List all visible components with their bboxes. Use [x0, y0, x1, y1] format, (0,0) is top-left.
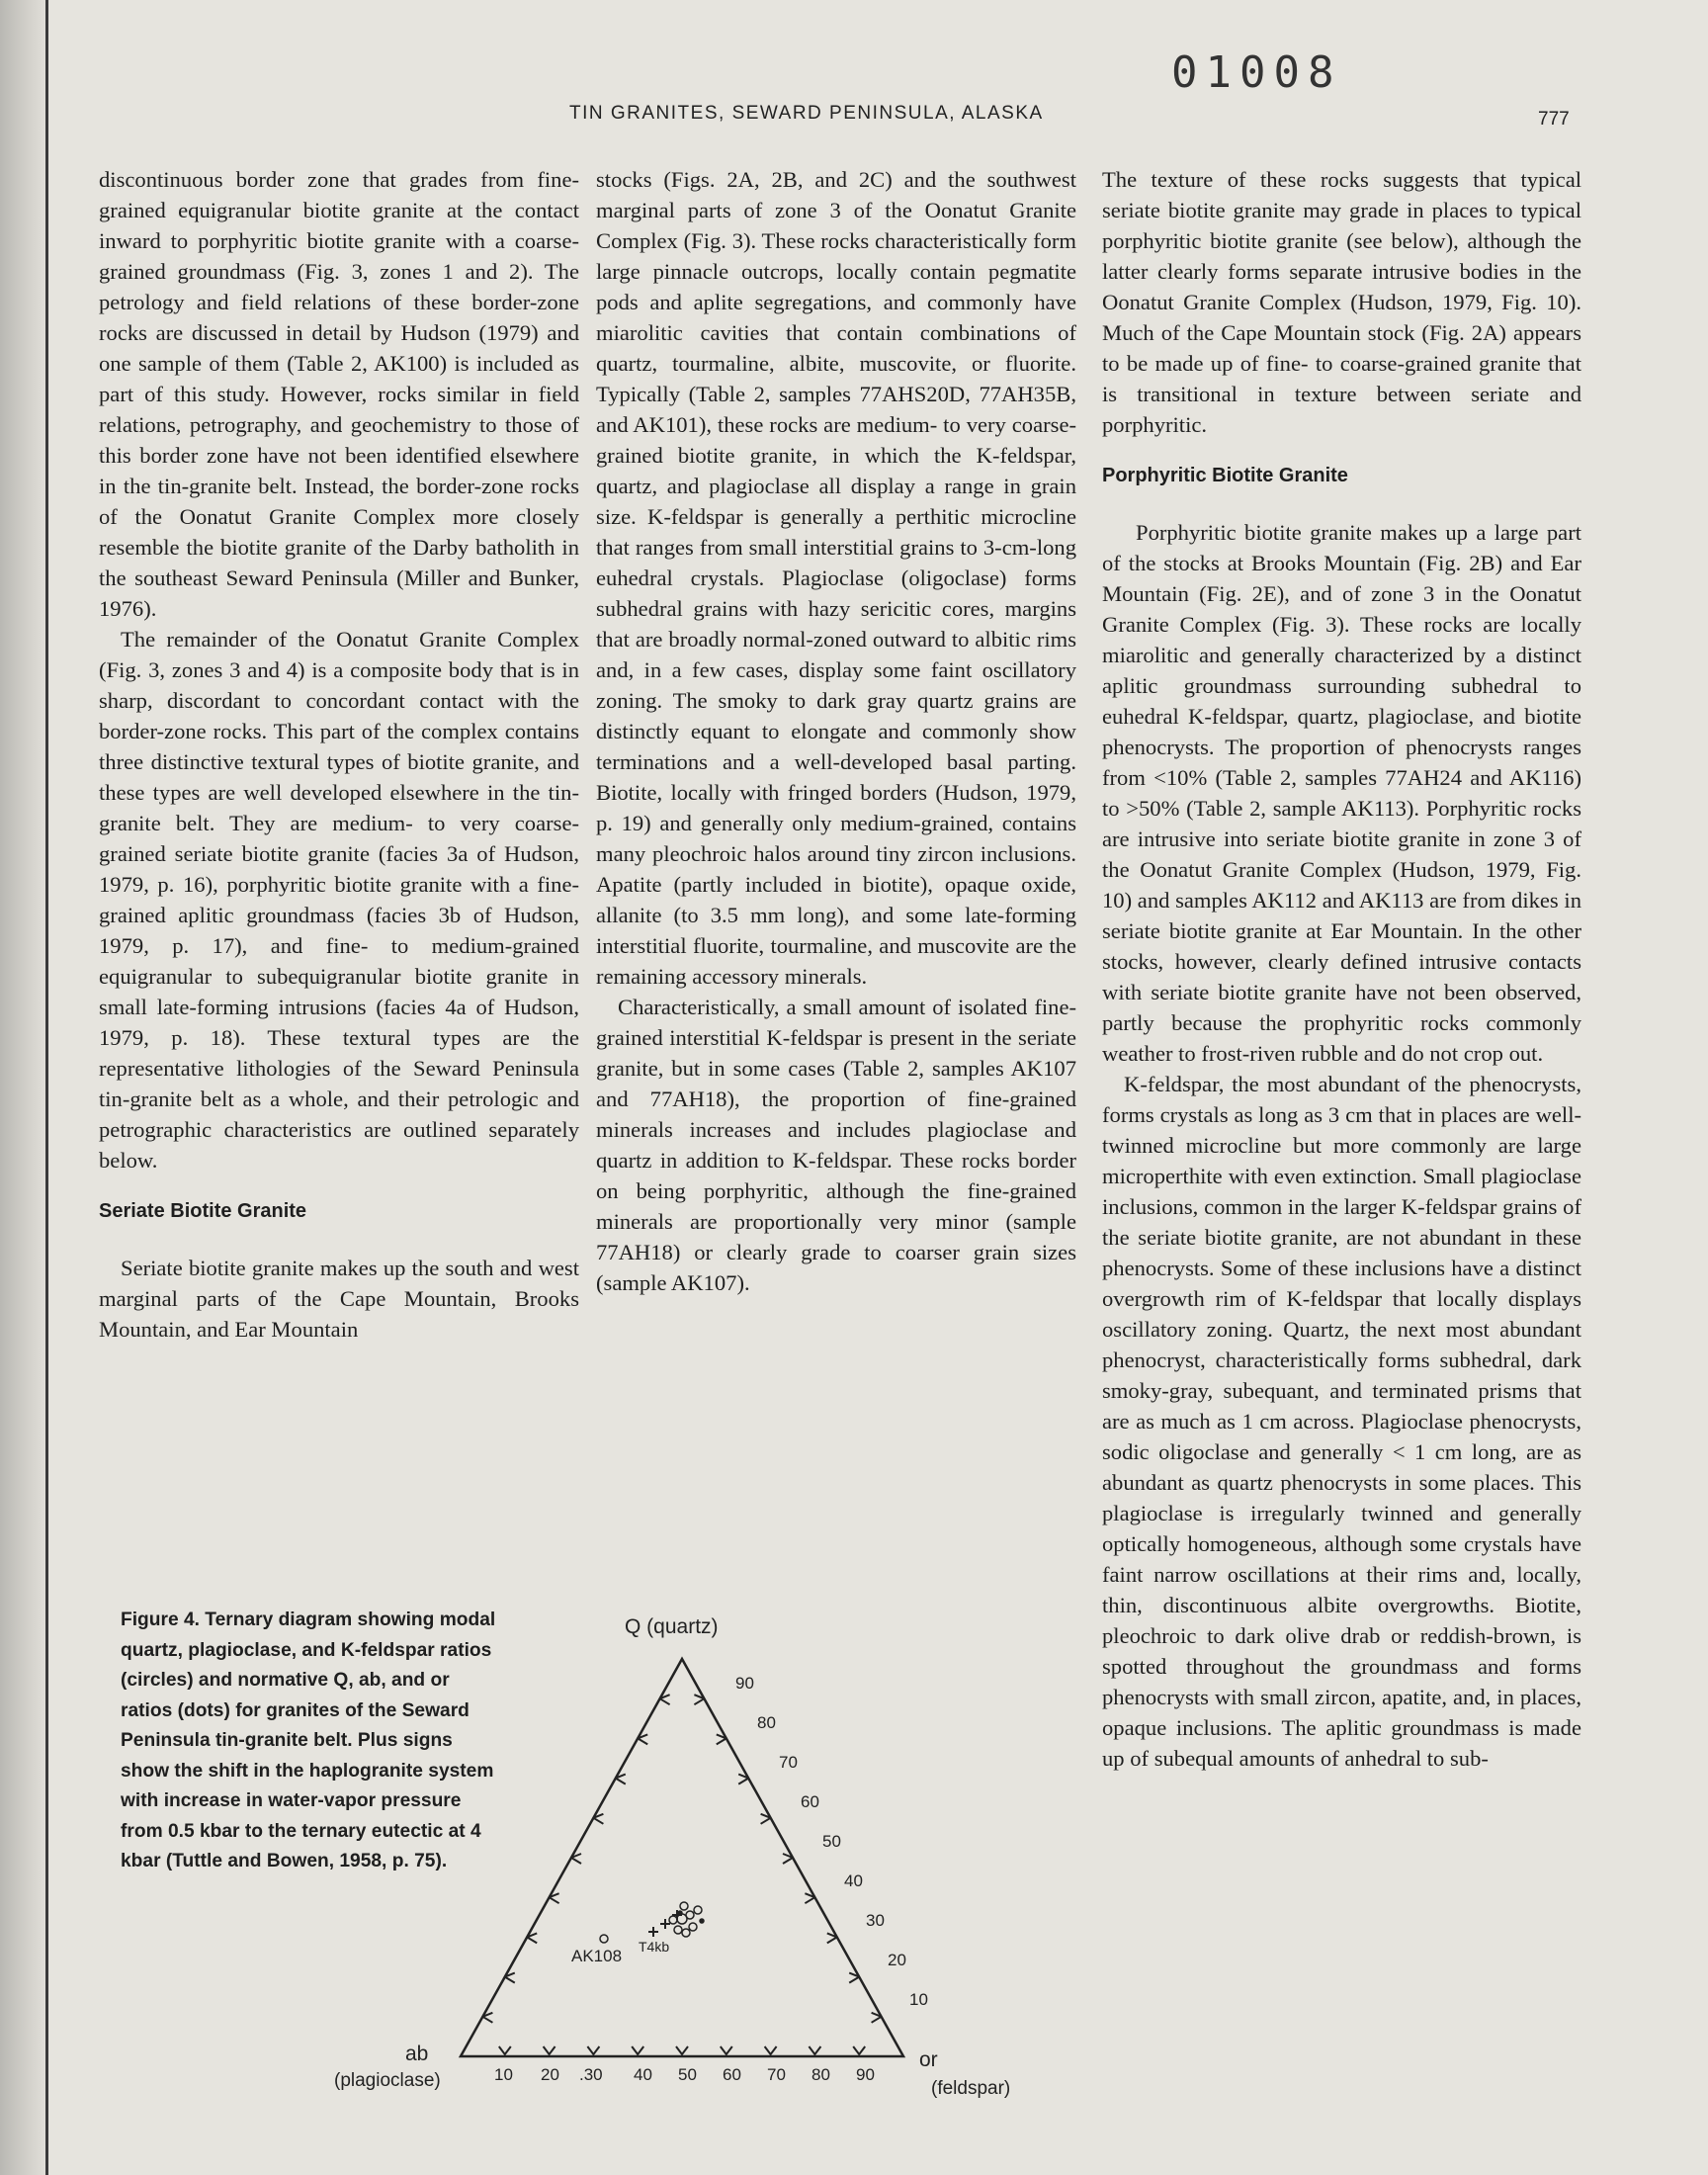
section-heading: Seriate Biotite Granite: [99, 1200, 307, 1222]
tick-label: 40: [844, 1871, 863, 1890]
tick-label: 70: [779, 1753, 798, 1772]
tick-mark: [499, 2046, 511, 2054]
binding-shadow: [0, 0, 47, 2175]
modal-circle: [689, 1923, 697, 1931]
vertex-sublabel-feldspar: (feldspar): [931, 2078, 1011, 2099]
paragraph: discontinuous border zone that grades from fine-grained equigranular biotite granite at the contact inward to porphyritic biotite granite with a coarse-grained groundmass (Fig. 3, zones 1 and 2). The petrology and field relations of these border-zone rocks are discussed in detail by Hudson (1979) and one sample of them (Table 2, AK100) is included as part of this study. However, rocks similar in field relations, petrography, and geochemistry to those of this border zone have not been identified elsewhere in the tin-granite belt. Instead, the border-zone rocks of the Oonatut Granite Complex more closely resemble the biotite granite of the Darby batholith in the southeast Seward Peninsula (Miller and Bunker, 1976).: [99, 167, 579, 621]
tick-mark: [544, 2046, 555, 2054]
section-heading: Porphyritic Biotite Granite: [1102, 465, 1348, 486]
tick-label: 70: [767, 2065, 786, 2084]
paragraph: stocks (Figs. 2A, 2B, and 2C) and the southwest marginal parts of zone 3 of the Oonatut Granite Complex (Fig. 3). These rocks characteristically form large pinnacle outcrops, locally contain pegmatite pods and aplite segregations, and commonly have miarolitic cavities that contain combinations of quartz, tourmaline, albite, muscovite, or fluorite. Typically (Table 2, samples 77AHS20D, 77AH35B, and AK101), these rocks are medium- to very coarse-grained biotite granite, in which the K-feldspar, quartz, and plagioclase all display a range in grain size. K-feldspar is generally a perthitic microcline that ranges from small interstitial grains to 3-cm-long euhedral crystals. Plagioclase (oligoclase) forms subhedral grains with hazy sericitic cores, margins that are broadly normal-zoned outward to albitic rims and, in a few cases, display some faint oscillatory zoning. The smoky to dark gray quartz grains are distinctly equant to elongate and commonly show terminations and a well-developed basal parting. Biotite, locally with fringed borders (Hudson, 1979, p. 19) and generally only medium-grained, contains many pleochroic halos around tiny zircon inclusions. Apatite (partly included in biotite), opaque oxide, allanite (to 3.5 mm long), and some late-forming interstitial fluorite, tourmaline, and muscovite are the remaining accessory minerals.: [596, 167, 1076, 989]
modal-circle: [682, 1929, 690, 1937]
sample-label: AK108: [571, 1947, 623, 1965]
tick-mark: [809, 2046, 820, 2054]
paragraph: Characteristically, a small amount of isolated fine-grained interstitial K-feldspar is present in the seriate granite, but in some cases (Table 2, samples AK107 and 77AH18), the proportion of fine-grained minerals increases and includes plagioclase and quartz in addition to K-feldspar. These rocks border on being porphyritic, although the fine-grained minerals are proportionally very minor (sample 77AH18) or clearly grade to coarser grain sizes (sample AK107).: [596, 995, 1076, 1295]
tick-label: 50: [822, 1832, 841, 1851]
tick-label: 50: [678, 2065, 697, 2084]
vertex-label-ab: ab: [405, 2043, 429, 2065]
document-stamp: 01008: [1171, 47, 1342, 98]
figure-caption: Figure 4. Ternary diagram showing modal quartz, plagioclase, and K-feldspar ratios (circles) and normative Q, ab, and or ratios (dots) for granites of the Seward Peninsula tin-granite belt. Plus signs show the shift in the haplogranite system with increase in water-vapor pressure from 0.5 kbar to the ternary eutectic at 4 kbar (Tuttle and Bowen, 1958, p. 75).: [121, 1610, 496, 1871]
tick-mark: [853, 2046, 865, 2054]
vertex-sublabel-plagioclase: (plagioclase): [334, 2070, 441, 2091]
modal-circle: [669, 1916, 677, 1924]
modal-circle: [694, 1906, 702, 1914]
tick-label: 10: [494, 2065, 513, 2084]
modal-circle: [600, 1935, 608, 1943]
right-tick-labels: [735, 1674, 928, 2009]
tick-mark: [721, 2046, 732, 2054]
tick-label: 20: [888, 1951, 906, 1969]
column-3: [1102, 164, 1581, 1774]
modal-circle: [686, 1911, 694, 1919]
page-number: 777: [1538, 109, 1570, 130]
modal-circle: [674, 1926, 682, 1934]
tick-label: 20: [541, 2065, 559, 2084]
paragraph: Seriate biotite granite makes up the south and west marginal parts of the Cape Mountain, Brooks Mountain, and Ear Mountain: [99, 1256, 579, 1342]
data-points: [600, 1902, 704, 1943]
tick-mark: [676, 2046, 688, 2054]
ternary-triangle: [461, 1659, 903, 2056]
running-title: TIN GRANITES, SEWARD PENINSULA, ALASKA: [569, 103, 1044, 124]
tick-label: 90: [856, 2065, 875, 2084]
tick-label: .30: [579, 2065, 603, 2084]
tick-label: 40: [634, 2065, 652, 2084]
tick-label: 60: [723, 2065, 741, 2084]
binding-edge: [45, 0, 48, 2175]
tick-label: 80: [757, 1713, 776, 1732]
tick-label: 30: [866, 1911, 885, 1930]
paragraph: The texture of these rocks suggests that typical seriate biotite granite may grade in places to typical porphyritic biotite granite (see below), although the latter clearly forms separate intrusive bodies in the Oonatut Granite Complex (Hudson, 1979, Fig. 10). Much of the Cape Mountain stock (Fig. 2A) appears to be made up of fine- to coarse-grained granite that is transitional in texture between seriate and porphyritic.: [1102, 167, 1581, 437]
tick-mark: [765, 2046, 777, 2054]
modal-circle: [680, 1902, 688, 1910]
ternary-diagram: [326, 1611, 1097, 2116]
paragraph: K-feldspar, the most abundant of the phenocrysts, forms crystals as long as 3 cm that in places are well-twinned microcline but more commonly are large microperthite with even extinction. Small plagioclase inclusions, common in the larger K-feldspar grains of the seriate biotite granite, are not abundant in these phenocrysts. Some of these inclusions have a distinct overgrowth rim of K-feldspar that locally displays oscillatory zoning. Quartz, the next most abundant phenocryst, characteristically forms subhedral, dark smoky-gray, subequant, and terminated prisms that are as much as 1 cm across. Plagioclase phenocrysts, sodic oligoclase and generally < 1 cm long, are as abundant as quartz phenocrysts in some places. This plagioclase is irregularly twinned and generally optically homogeneous, although some crystals have faint narrow oscillations at their rims and, locally, thin, discontinuous albite overgrowths. Biotite, pleochroic to dark olive drab or reddish-brown, is spotted throughout the groundmass and forms phenocrysts with small zircon, apatite, and, in places, opaque inclusions. The aplitic groundmass is made up of subequal amounts of anhedral to sub-: [1102, 1072, 1581, 1771]
paragraph: Porphyritic biotite granite makes up a large part of the stocks at Brooks Mountain (Fig. 2B) and Ear Mountain (Fig. 2E), and of zone 3 in the Oonatut Granite Complex (Fig. 3). These rocks are locally miarolitic and generally characterized by a distinct aplitic groundmass surrounding subhedral to euhedral K-feldspar, quartz, plagioclase, and biotite phenocrysts. The proportion of phenocrysts ranges from <10% (Table 2, samples 77AH24 and AK116) to >50% (Table 2, sample AK113). Porphyritic rocks are intrusive into seriate biotite granite in zone 3 of the Oonatut Granite Complex (Hudson, 1979, Fig. 10) and samples AK112 and AK113 are from dikes in seriate biotite granite at Ear Mountain. In the other stocks, however, clearly defined intrusive contacts with seriate biotite granite have not been observed, partly because the prophyritic rocks commonly weather to frost-riven rubble and do not crop out.: [1102, 520, 1581, 1066]
normative-dot: [700, 1919, 704, 1923]
bottom-tick-labels: [494, 2065, 875, 2084]
vertex-label-or: or: [919, 2048, 938, 2071]
tick-marks: [482, 1695, 881, 2054]
tick-label: 90: [735, 1674, 754, 1693]
column-2: [596, 164, 1076, 1298]
tick-label: 60: [801, 1792, 819, 1811]
tick-label: 10: [909, 1990, 928, 2009]
plus-sign: [648, 1910, 682, 1937]
tick-mark: [587, 2046, 599, 2054]
paragraph: The remainder of the Oonatut Granite Complex (Fig. 3, zones 3 and 4) is a composite body that is in sharp, discordant to concordant contact with the border-zone rocks. This part of the complex contains three distinctive textural types of biotite granite, and these types are well developed elsewhere in the tin-granite belt. They are medium- to very coarse-grained seriate biotite granite (facies 3a of Hudson, 1979, p. 16), porphyritic biotite granite with a fine-grained aplitic groundmass (facies 3b of Hudson, 1979, p. 17), and fine- to medium-grained equigranular to subequigranular biotite granite in small late-forming intrusions (facies 4a of Hudson, 1979, p. 18). These textural types are the representative lithologies of the Seward Peninsula tin-granite belt as a whole, and their petrologic and petrographic characteristics are outlined separately below.: [99, 627, 579, 1173]
eutectic-label: T4kb: [639, 1939, 670, 1955]
tick-label: 80: [811, 2065, 830, 2084]
column-1: [99, 164, 579, 1345]
vertex-label-quartz: Q (quartz): [625, 1615, 719, 1638]
tick-mark: [632, 2046, 643, 2054]
